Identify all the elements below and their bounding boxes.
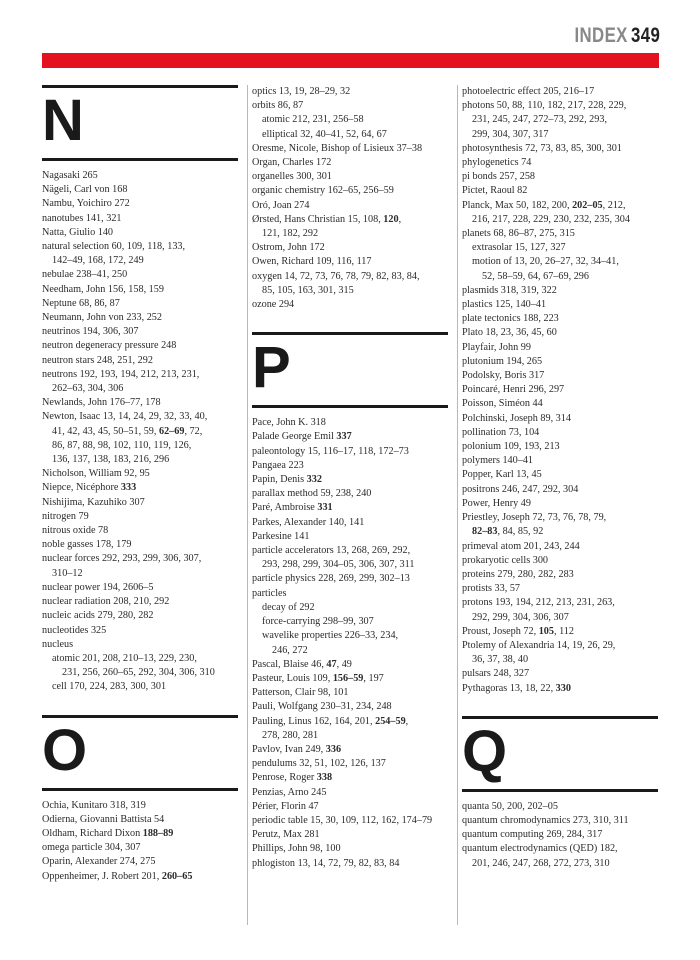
index-entry — [462, 142, 658, 156]
main-reference-pages: 332 — [306, 474, 322, 486]
index-entry — [252, 184, 448, 198]
entry-line: organic chemistry 162–65, 256–59 — [252, 185, 394, 197]
entry-line: 293, 298, 299, 304–05, 306, 307, 311 — [262, 559, 415, 571]
entry-line: Palade George Emil 337 — [252, 431, 352, 443]
entry-line: pulsars 248, 327 — [462, 668, 530, 680]
entry-line: Neumann, John von 233, 252 — [42, 312, 162, 324]
entry-line: cell 170, 224, 283, 300, 301 — [52, 681, 167, 693]
index-entry — [252, 270, 448, 298]
section-letter: P — [252, 335, 291, 401]
index-entry — [462, 682, 658, 696]
entry-line: Power, Henry 49 — [462, 497, 531, 509]
entry-line: 41, 42, 43, 45, 50–51, 59, 62–69, 72, — [52, 425, 203, 437]
entry-line: Newton, Isaac 13, 14, 24, 29, 32, 33, 40, — [42, 411, 208, 423]
main-reference-pages: 105 — [538, 625, 554, 637]
index-entry — [462, 369, 658, 383]
index-entry — [252, 213, 448, 241]
entry-line: pi bonds 257, 258 — [462, 171, 536, 183]
main-reference-pages: 188–89 — [142, 827, 174, 839]
entry-line: polonium 109, 193, 213 — [462, 441, 560, 453]
index-entry — [42, 496, 238, 510]
entry-line: Ørsted, Hans Christian 15, 108, 120, — [252, 213, 402, 225]
entry-line: 231, 245, 247, 272–73, 292, 293, — [472, 114, 607, 126]
index-entry — [252, 298, 448, 312]
entry-line: ozone 294 — [252, 299, 295, 311]
section-letter: Q — [462, 718, 508, 784]
entry-line: 201, 246, 247, 268, 272, 273, 310 — [472, 857, 610, 869]
entry-line: quantum electrodynamics (QED) 182, — [462, 843, 618, 855]
index-entry — [252, 771, 448, 785]
index-entry — [462, 582, 658, 596]
entry-line: nucleic acids 279, 280, 282 — [42, 610, 154, 622]
entry-line: photons 50, 88, 110, 182, 217, 228, 229, — [462, 100, 627, 112]
entry-line: paleontology 15, 116–17, 118, 172–73 — [252, 445, 409, 457]
entry-line: protists 33, 57 — [462, 583, 521, 595]
index-entry — [42, 624, 238, 638]
index-entry — [462, 554, 658, 568]
index-entry — [462, 625, 658, 639]
entry-line: photoelectric effect 205, 216–17 — [462, 86, 595, 97]
entry-line: polymers 140–41 — [462, 455, 534, 467]
main-reference-pages: 330 — [555, 682, 571, 694]
index-entry — [462, 383, 658, 397]
main-reference-pages: 254–59 — [375, 715, 406, 727]
entry-line: 121, 182, 292 — [262, 228, 319, 240]
entry-line: Oró, Joan 274 — [252, 199, 310, 211]
index-entry — [252, 686, 448, 700]
index-subentry — [462, 255, 658, 283]
entry-line: primeval atom 201, 243, 244 — [462, 540, 580, 552]
entry-line: orbits 86, 87 — [252, 100, 304, 112]
index-entry — [252, 786, 448, 800]
entry-line: motion of 13, 20, 26–27, 32, 34–41, — [472, 256, 619, 268]
index-entry — [42, 354, 238, 368]
main-reference-pages: 333 — [120, 482, 137, 494]
section-rule-bottom — [252, 405, 448, 408]
entry-line: proteins 279, 280, 282, 283 — [462, 568, 574, 580]
entry-line: Owen, Richard 109, 116, 117 — [252, 256, 372, 268]
page-header — [574, 24, 660, 48]
entry-line: Penzias, Arno 245 — [252, 786, 327, 798]
index-entry — [42, 799, 238, 813]
index-entry — [252, 501, 448, 515]
section-letter: N — [42, 88, 84, 153]
entry-line: Newlands, John 176–77, 178 — [42, 397, 161, 409]
index-entry — [42, 481, 238, 495]
index-entry — [42, 841, 238, 855]
entry-line: Oresme, Nicole, Bishop of Lisieux 37–38 — [252, 142, 423, 154]
index-entry — [252, 743, 448, 757]
index-column-2 — [252, 85, 448, 871]
main-reference-pages: 331 — [317, 502, 333, 514]
entry-line: nitrogen 79 — [42, 510, 89, 522]
entry-line: quantum computing 269, 284, 317 — [462, 829, 603, 841]
index-entry — [252, 516, 448, 530]
entry-line: Nägeli, Carl von 168 — [42, 184, 128, 196]
index-entry — [462, 511, 658, 539]
entry-line: 136, 137, 138, 183, 216, 296 — [52, 454, 170, 466]
entry-line: 278, 280, 281 — [262, 729, 319, 741]
entry-line: Nagasaki 265 — [42, 170, 98, 181]
entry-line: plate tectonics 188, 223 — [462, 313, 559, 325]
index-entry — [42, 212, 238, 226]
entry-line: nuclear radiation 208, 210, 292 — [42, 596, 170, 608]
entry-line: elliptical 32, 40–41, 52, 64, 67 — [262, 128, 387, 140]
entry-line: neutrons 192, 193, 194, 212, 213, 231, — [42, 368, 200, 380]
entry-line: Ptolemy of Alexandria 14, 19, 26, 29, — [462, 639, 616, 651]
index-subentry — [42, 652, 238, 680]
entry-line: Organ, Charles 172 — [252, 157, 332, 169]
index-subentry — [252, 601, 448, 615]
entry-line: 262–63, 304, 306 — [52, 383, 124, 395]
index-entry — [462, 298, 658, 312]
section-heading-q — [462, 716, 658, 792]
index-entry — [252, 459, 448, 473]
entry-line: phlogiston 13, 14, 72, 79, 82, 83, 84 — [252, 857, 400, 869]
index-entry — [42, 297, 238, 311]
main-reference-pages: 156–59 — [332, 672, 364, 684]
entry-line: 85, 105, 163, 301, 315 — [262, 284, 354, 296]
column-divider — [247, 85, 248, 925]
section-heading-o — [42, 715, 238, 791]
main-reference-pages: 82–83 — [472, 526, 498, 538]
entry-line: Ostrom, John 172 — [252, 242, 325, 254]
index-entry — [42, 226, 238, 240]
section-rule-bottom — [42, 788, 238, 791]
entry-line: 246, 272 — [272, 644, 308, 656]
section-rule-bottom — [42, 158, 238, 161]
index-entry — [42, 467, 238, 481]
index-entry — [42, 813, 238, 827]
index-entry — [252, 715, 448, 743]
index-entry — [42, 339, 238, 353]
entry-line: Podolsky, Boris 317 — [462, 370, 545, 382]
entry-line: Parkes, Alexander 140, 141 — [252, 516, 365, 528]
entry-line: Pace, John K. 318 — [252, 417, 326, 429]
index-entry — [462, 454, 658, 468]
index-entry — [462, 497, 658, 511]
index-entry — [42, 638, 238, 652]
entry-line: 36, 37, 38, 40 — [472, 654, 529, 666]
entry-line: decay of 292 — [262, 601, 315, 613]
index-entry — [252, 255, 448, 269]
main-reference-pages: 337 — [336, 431, 352, 443]
entry-line: Périer, Florin 47 — [252, 800, 319, 812]
entry-line: planets 68, 86–87, 275, 315 — [462, 228, 575, 240]
entry-line: Poisson, Siméon 44 — [462, 398, 543, 410]
entry-line: Plato 18, 23, 36, 45, 60 — [462, 327, 557, 339]
index-entry — [252, 487, 448, 501]
index-entry — [462, 341, 658, 355]
index-entry — [252, 85, 448, 99]
index-entry — [462, 355, 658, 369]
entry-line: Neptune 68, 86, 87 — [42, 297, 120, 309]
entry-line: 292, 299, 304, 306, 307 — [472, 611, 569, 623]
index-entry — [252, 828, 448, 842]
entry-line: quanta 50, 200, 202–05 — [462, 800, 558, 812]
entry-line: Nishijima, Kazuhiko 307 — [42, 496, 145, 508]
index-entry — [462, 156, 658, 170]
index-entry — [42, 197, 238, 211]
section-letter: O — [42, 717, 88, 783]
entry-line: parallax method 59, 238, 240 — [252, 488, 372, 500]
index-entry — [252, 473, 448, 487]
entry-line: omega particle 304, 307 — [42, 842, 141, 854]
entry-line: photosynthesis 72, 73, 83, 85, 300, 301 — [462, 142, 622, 154]
index-entry — [252, 99, 448, 113]
section-heading-n — [42, 85, 238, 161]
entry-line: Pascal, Blaise 46, 47, 49 — [252, 658, 352, 670]
main-reference-pages: 202–05 — [572, 199, 603, 211]
entry-line: Perutz, Max 281 — [252, 829, 320, 841]
entry-line: Ochia, Kunitaro 318, 319 — [42, 799, 146, 811]
entry-line: neutron degeneracy pressure 248 — [42, 340, 177, 352]
index-entry — [252, 530, 448, 544]
entry-line: natural selection 60, 109, 118, 133, — [42, 241, 186, 253]
index-entry — [42, 609, 238, 623]
page-number: 349 — [630, 24, 660, 47]
index-entry — [462, 842, 658, 870]
index-entry — [462, 412, 658, 426]
entry-line: nuclear power 194, 2606–5 — [42, 581, 154, 593]
index-entry — [42, 410, 238, 467]
entry-line: optics 13, 19, 28–29, 32 — [252, 86, 351, 97]
index-entry — [252, 857, 448, 871]
entry-line: Parkesine 141 — [252, 530, 310, 542]
index-entry — [462, 814, 658, 828]
index-subentry — [252, 629, 448, 657]
entry-line: Natta, Giulio 140 — [42, 226, 114, 238]
index-entry — [462, 667, 658, 681]
index-entry — [462, 568, 658, 582]
index-entry — [252, 672, 448, 686]
entry-line: pendulums 32, 51, 102, 126, 137 — [252, 758, 386, 770]
index-column-3 — [462, 85, 658, 871]
index-subentry — [252, 128, 448, 142]
section-rule-bottom — [462, 789, 658, 792]
index-entry — [42, 240, 238, 268]
entry-line: Nicholson, William 92, 95 — [42, 468, 150, 480]
header-red-bar — [42, 53, 659, 68]
entry-line: 86, 87, 88, 98, 102, 110, 119, 126, — [52, 439, 192, 451]
entry-line: 231, 256, 260–65, 292, 304, 306, 310 — [62, 667, 215, 679]
entry-line: nebulae 238–41, 250 — [42, 269, 128, 281]
entry-line: Polchinski, Joseph 89, 314 — [462, 412, 571, 424]
index-entry — [252, 814, 448, 828]
entry-line: Paré, Ambroise 331 — [252, 502, 333, 514]
entry-line: wavelike properties 226–33, 234, — [262, 630, 399, 642]
index-entry — [252, 842, 448, 856]
index-entry — [462, 184, 658, 198]
entry-line: 299, 304, 307, 317 — [472, 128, 549, 140]
index-entry — [462, 468, 658, 482]
entry-line: Pasteur, Louis 109, 156–59, 197 — [252, 672, 384, 684]
entry-line: nucleotides 325 — [42, 624, 107, 636]
index-entry — [42, 183, 238, 197]
index-entry — [462, 85, 658, 99]
index-entry — [42, 268, 238, 282]
entry-line: nuclear forces 292, 293, 299, 306, 307, — [42, 553, 202, 565]
index-entry — [42, 311, 238, 325]
entry-line: organelles 300, 301 — [252, 171, 332, 183]
index-entry — [462, 828, 658, 842]
index-entry — [42, 870, 238, 884]
index-entry — [252, 199, 448, 213]
entry-line: particles — [252, 587, 287, 599]
index-entry — [42, 538, 238, 552]
index-subentry — [42, 680, 238, 694]
entry-line: Oppenheimer, J. Robert 201, 260–65 — [42, 870, 193, 882]
entry-line: nitrous oxide 78 — [42, 525, 109, 537]
index-entry — [42, 595, 238, 609]
index-subentry — [462, 241, 658, 255]
index-entry — [252, 170, 448, 184]
entry-line: Priestley, Joseph 72, 73, 76, 78, 79, — [462, 512, 607, 524]
index-entry — [462, 639, 658, 667]
entry-line: Patterson, Clair 98, 101 — [252, 687, 349, 699]
index-entry — [462, 284, 658, 298]
index-entry — [42, 368, 238, 396]
index-entry — [42, 325, 238, 339]
entry-line: Oparin, Alexander 274, 275 — [42, 856, 156, 868]
main-reference-pages: 47 — [326, 658, 337, 670]
index-entry — [252, 544, 448, 572]
entry-line: neutrinos 194, 306, 307 — [42, 326, 139, 338]
index-entry — [462, 312, 658, 326]
index-column-1 — [42, 85, 238, 884]
entry-line: Poincaré, Henri 296, 297 — [462, 384, 565, 396]
index-entry — [252, 757, 448, 771]
entry-line: Niepce, Nicéphore 333 — [42, 482, 137, 494]
entry-line: Nambu, Yoichiro 272 — [42, 198, 130, 210]
index-entry — [252, 800, 448, 814]
entry-line: extrasolar 15, 127, 327 — [472, 242, 566, 254]
entry-line: 82–83, 84, 85, 92 — [472, 526, 544, 538]
index-entry — [42, 283, 238, 297]
entry-line: particle physics 228, 269, 299, 302–13 — [252, 573, 410, 585]
main-reference-pages: 338 — [316, 772, 333, 784]
entry-line: atomic 212, 231, 256–58 — [262, 114, 364, 126]
entry-line: Pauling, Linus 162, 164, 201, 254–59, — [252, 715, 409, 727]
main-reference-pages: 120 — [383, 213, 399, 225]
entry-line: atomic 201, 208, 210–13, 229, 230, — [52, 652, 197, 664]
section-heading-p — [252, 332, 448, 408]
entry-line: Proust, Joseph 72, 105, 112 — [462, 625, 574, 637]
index-entry — [252, 587, 448, 601]
entry-line: 310–12 — [52, 567, 83, 579]
index-entry — [252, 142, 448, 156]
index-entry — [42, 169, 238, 183]
index-entry — [462, 199, 658, 227]
entry-line: force-carrying 298–99, 307 — [262, 616, 374, 628]
entry-line: plasmids 318, 319, 322 — [462, 284, 557, 296]
main-reference-pages: 336 — [325, 743, 342, 755]
index-subentry — [252, 615, 448, 629]
entry-line: positrons 246, 247, 292, 304 — [462, 483, 579, 495]
entry-line: nanotubes 141, 321 — [42, 212, 122, 224]
index-entry — [42, 827, 238, 841]
entry-line: Pythagoras 13, 18, 22, 330 — [462, 682, 571, 694]
entry-line: Oldham, Richard Dixon 188–89 — [42, 827, 174, 839]
index-entry — [462, 326, 658, 340]
entry-line: Needham, John 156, 158, 159 — [42, 283, 164, 295]
index-entry — [42, 552, 238, 580]
entry-line: Papin, Denis 332 — [252, 474, 322, 486]
entry-line: Popper, Karl 13, 45 — [462, 469, 542, 481]
entry-line: pollination 73, 104 — [462, 426, 540, 438]
entry-line: Pictet, Raoul 82 — [462, 185, 528, 197]
entry-line: Penrose, Roger 338 — [252, 772, 333, 784]
main-reference-pages: 62–69 — [158, 425, 185, 437]
column-divider — [457, 85, 458, 925]
entry-line: periodic table 15, 30, 109, 112, 162, 174–79 — [252, 814, 433, 826]
entry-line: Phillips, John 98, 100 — [252, 843, 341, 855]
entry-line: nucleus — [42, 638, 74, 650]
entry-line: prokaryotic cells 300 — [462, 554, 549, 566]
entry-line: Pavlov, Ivan 249, 336 — [252, 743, 342, 755]
index-entry — [462, 483, 658, 497]
entry-line: neutron stars 248, 251, 292 — [42, 354, 153, 366]
entry-line: phylogenetics 74 — [462, 157, 532, 169]
index-entry — [462, 99, 658, 142]
index-entry — [252, 156, 448, 170]
entry-line: 216, 217, 228, 229, 230, 232, 235, 304 — [472, 213, 630, 225]
entry-line: protons 193, 194, 212, 213, 231, 263, — [462, 597, 615, 609]
index-entry — [252, 445, 448, 459]
entry-line: plastics 125, 140–41 — [462, 299, 547, 311]
entry-line: 52, 58–59, 64, 67–69, 296 — [482, 270, 589, 282]
index-entry — [42, 855, 238, 869]
index-entry — [252, 416, 448, 430]
entry-line: particle accelerators 13, 268, 269, 292, — [252, 545, 411, 557]
entry-line: 142–49, 168, 172, 249 — [52, 255, 144, 267]
index-entry — [462, 540, 658, 554]
index-entry — [252, 700, 448, 714]
index-entry — [462, 440, 658, 454]
entry-line: noble gasses 178, 179 — [42, 539, 132, 551]
entry-line: plutonium 194, 265 — [462, 355, 543, 367]
main-reference-pages: 260–65 — [161, 870, 193, 882]
index-entry — [462, 397, 658, 411]
index-entry — [42, 524, 238, 538]
index-subentry — [252, 113, 448, 127]
entry-line: Playfair, John 99 — [462, 341, 531, 353]
index-entry — [252, 241, 448, 255]
index-entry — [462, 227, 658, 241]
index-entry — [42, 510, 238, 524]
index-entry — [462, 596, 658, 624]
header-title: INDEX — [574, 24, 628, 47]
entry-line: oxygen 14, 72, 73, 76, 78, 79, 82, 83, 84, — [252, 270, 420, 282]
index-entry — [252, 658, 448, 672]
index-entry — [252, 430, 448, 444]
index-entry — [42, 581, 238, 595]
entry-line: Planck, Max 50, 182, 200, 202–05, 212, — [462, 199, 626, 211]
index-entry — [42, 396, 238, 410]
entry-line: Odierna, Giovanni Battista 54 — [42, 813, 165, 825]
entry-line: quantum chromodynamics 273, 310, 311 — [462, 814, 629, 826]
entry-line: Pauli, Wolfgang 230–31, 234, 248 — [252, 701, 392, 713]
index-entry — [462, 170, 658, 184]
index-entry — [252, 572, 448, 586]
entry-line: Pangaea 223 — [252, 459, 304, 471]
index-entry — [462, 426, 658, 440]
index-entry — [462, 800, 658, 814]
